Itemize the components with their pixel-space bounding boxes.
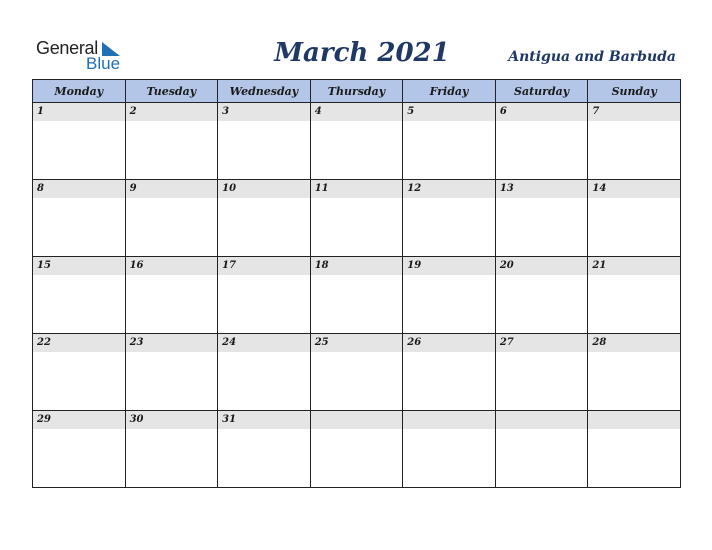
day-cell[interactable] bbox=[588, 411, 681, 488]
day-number: 3 bbox=[218, 103, 310, 121]
day-number bbox=[588, 411, 680, 429]
day-number: 6 bbox=[496, 103, 588, 121]
day-number: 22 bbox=[33, 334, 125, 352]
day-number bbox=[311, 411, 403, 429]
day-number: 29 bbox=[33, 411, 125, 429]
week-row-2 bbox=[33, 180, 681, 257]
day-number: 28 bbox=[588, 334, 680, 352]
logo bbox=[36, 38, 136, 74]
weekday-monday: Monday bbox=[33, 80, 126, 103]
day-number: 13 bbox=[496, 180, 588, 198]
day-cell[interactable] bbox=[588, 103, 681, 180]
day-cell[interactable] bbox=[218, 334, 311, 411]
day-number: 4 bbox=[311, 103, 403, 121]
day-number: 10 bbox=[218, 180, 310, 198]
day-number: 19 bbox=[403, 257, 495, 275]
day-cell[interactable] bbox=[125, 180, 218, 257]
day-cell[interactable] bbox=[403, 334, 496, 411]
day-cell[interactable] bbox=[588, 180, 681, 257]
day-cell[interactable] bbox=[403, 257, 496, 334]
weekday-header-row bbox=[33, 80, 681, 103]
weekday-friday: Friday bbox=[403, 80, 496, 103]
day-number: 25 bbox=[311, 334, 403, 352]
weekday-saturday: Saturday bbox=[495, 80, 588, 103]
logo-general-text: General bbox=[36, 38, 98, 58]
day-cell[interactable] bbox=[218, 411, 311, 488]
day-number: 11 bbox=[311, 180, 403, 198]
day-cell[interactable] bbox=[495, 334, 588, 411]
day-cell[interactable] bbox=[588, 257, 681, 334]
day-number: 16 bbox=[126, 257, 218, 275]
day-cell[interactable] bbox=[125, 411, 218, 488]
day-number bbox=[403, 411, 495, 429]
day-cell[interactable] bbox=[310, 103, 403, 180]
country-name: Antigua and Barbuda bbox=[508, 49, 676, 65]
weekday-thursday: Thursday bbox=[310, 80, 403, 103]
day-cell[interactable] bbox=[310, 411, 403, 488]
day-number: 9 bbox=[126, 180, 218, 198]
day-cell[interactable] bbox=[33, 411, 126, 488]
day-cell[interactable] bbox=[588, 334, 681, 411]
day-number: 30 bbox=[126, 411, 218, 429]
day-cell[interactable] bbox=[125, 257, 218, 334]
weekday-tuesday: Tuesday bbox=[125, 80, 218, 103]
day-cell[interactable] bbox=[218, 103, 311, 180]
day-cell[interactable] bbox=[218, 257, 311, 334]
day-cell[interactable] bbox=[125, 334, 218, 411]
day-cell[interactable] bbox=[310, 334, 403, 411]
day-number: 20 bbox=[496, 257, 588, 275]
day-number: 2 bbox=[126, 103, 218, 121]
day-cell[interactable] bbox=[33, 180, 126, 257]
day-number: 17 bbox=[218, 257, 310, 275]
day-cell[interactable] bbox=[495, 180, 588, 257]
day-number: 31 bbox=[218, 411, 310, 429]
day-number: 27 bbox=[496, 334, 588, 352]
day-cell[interactable] bbox=[495, 411, 588, 488]
page-title: March 2021 bbox=[274, 38, 450, 68]
weekday-sunday: Sunday bbox=[588, 80, 681, 103]
day-number: 12 bbox=[403, 180, 495, 198]
week-row-3 bbox=[33, 257, 681, 334]
day-number: 15 bbox=[33, 257, 125, 275]
day-number: 14 bbox=[588, 180, 680, 198]
day-cell[interactable] bbox=[218, 180, 311, 257]
day-cell[interactable] bbox=[125, 103, 218, 180]
day-number bbox=[496, 411, 588, 429]
day-cell[interactable] bbox=[403, 103, 496, 180]
day-number: 7 bbox=[588, 103, 680, 121]
day-cell[interactable] bbox=[310, 257, 403, 334]
day-number: 8 bbox=[33, 180, 125, 198]
day-number: 1 bbox=[33, 103, 125, 121]
day-number: 26 bbox=[403, 334, 495, 352]
day-number: 21 bbox=[588, 257, 680, 275]
calendar-grid bbox=[32, 79, 681, 488]
day-cell[interactable] bbox=[33, 103, 126, 180]
week-row-1 bbox=[33, 103, 681, 180]
day-cell[interactable] bbox=[403, 411, 496, 488]
day-cell[interactable] bbox=[33, 257, 126, 334]
week-row-4 bbox=[33, 334, 681, 411]
day-number: 23 bbox=[126, 334, 218, 352]
day-cell[interactable] bbox=[495, 103, 588, 180]
weekday-wednesday: Wednesday bbox=[218, 80, 311, 103]
day-cell[interactable] bbox=[495, 257, 588, 334]
logo-blue-text: Blue bbox=[86, 54, 121, 73]
day-cell[interactable] bbox=[403, 180, 496, 257]
week-row-5 bbox=[33, 411, 681, 488]
day-number: 18 bbox=[311, 257, 403, 275]
day-number: 24 bbox=[218, 334, 310, 352]
day-number: 5 bbox=[403, 103, 495, 121]
day-cell[interactable] bbox=[33, 334, 126, 411]
day-cell[interactable] bbox=[310, 180, 403, 257]
